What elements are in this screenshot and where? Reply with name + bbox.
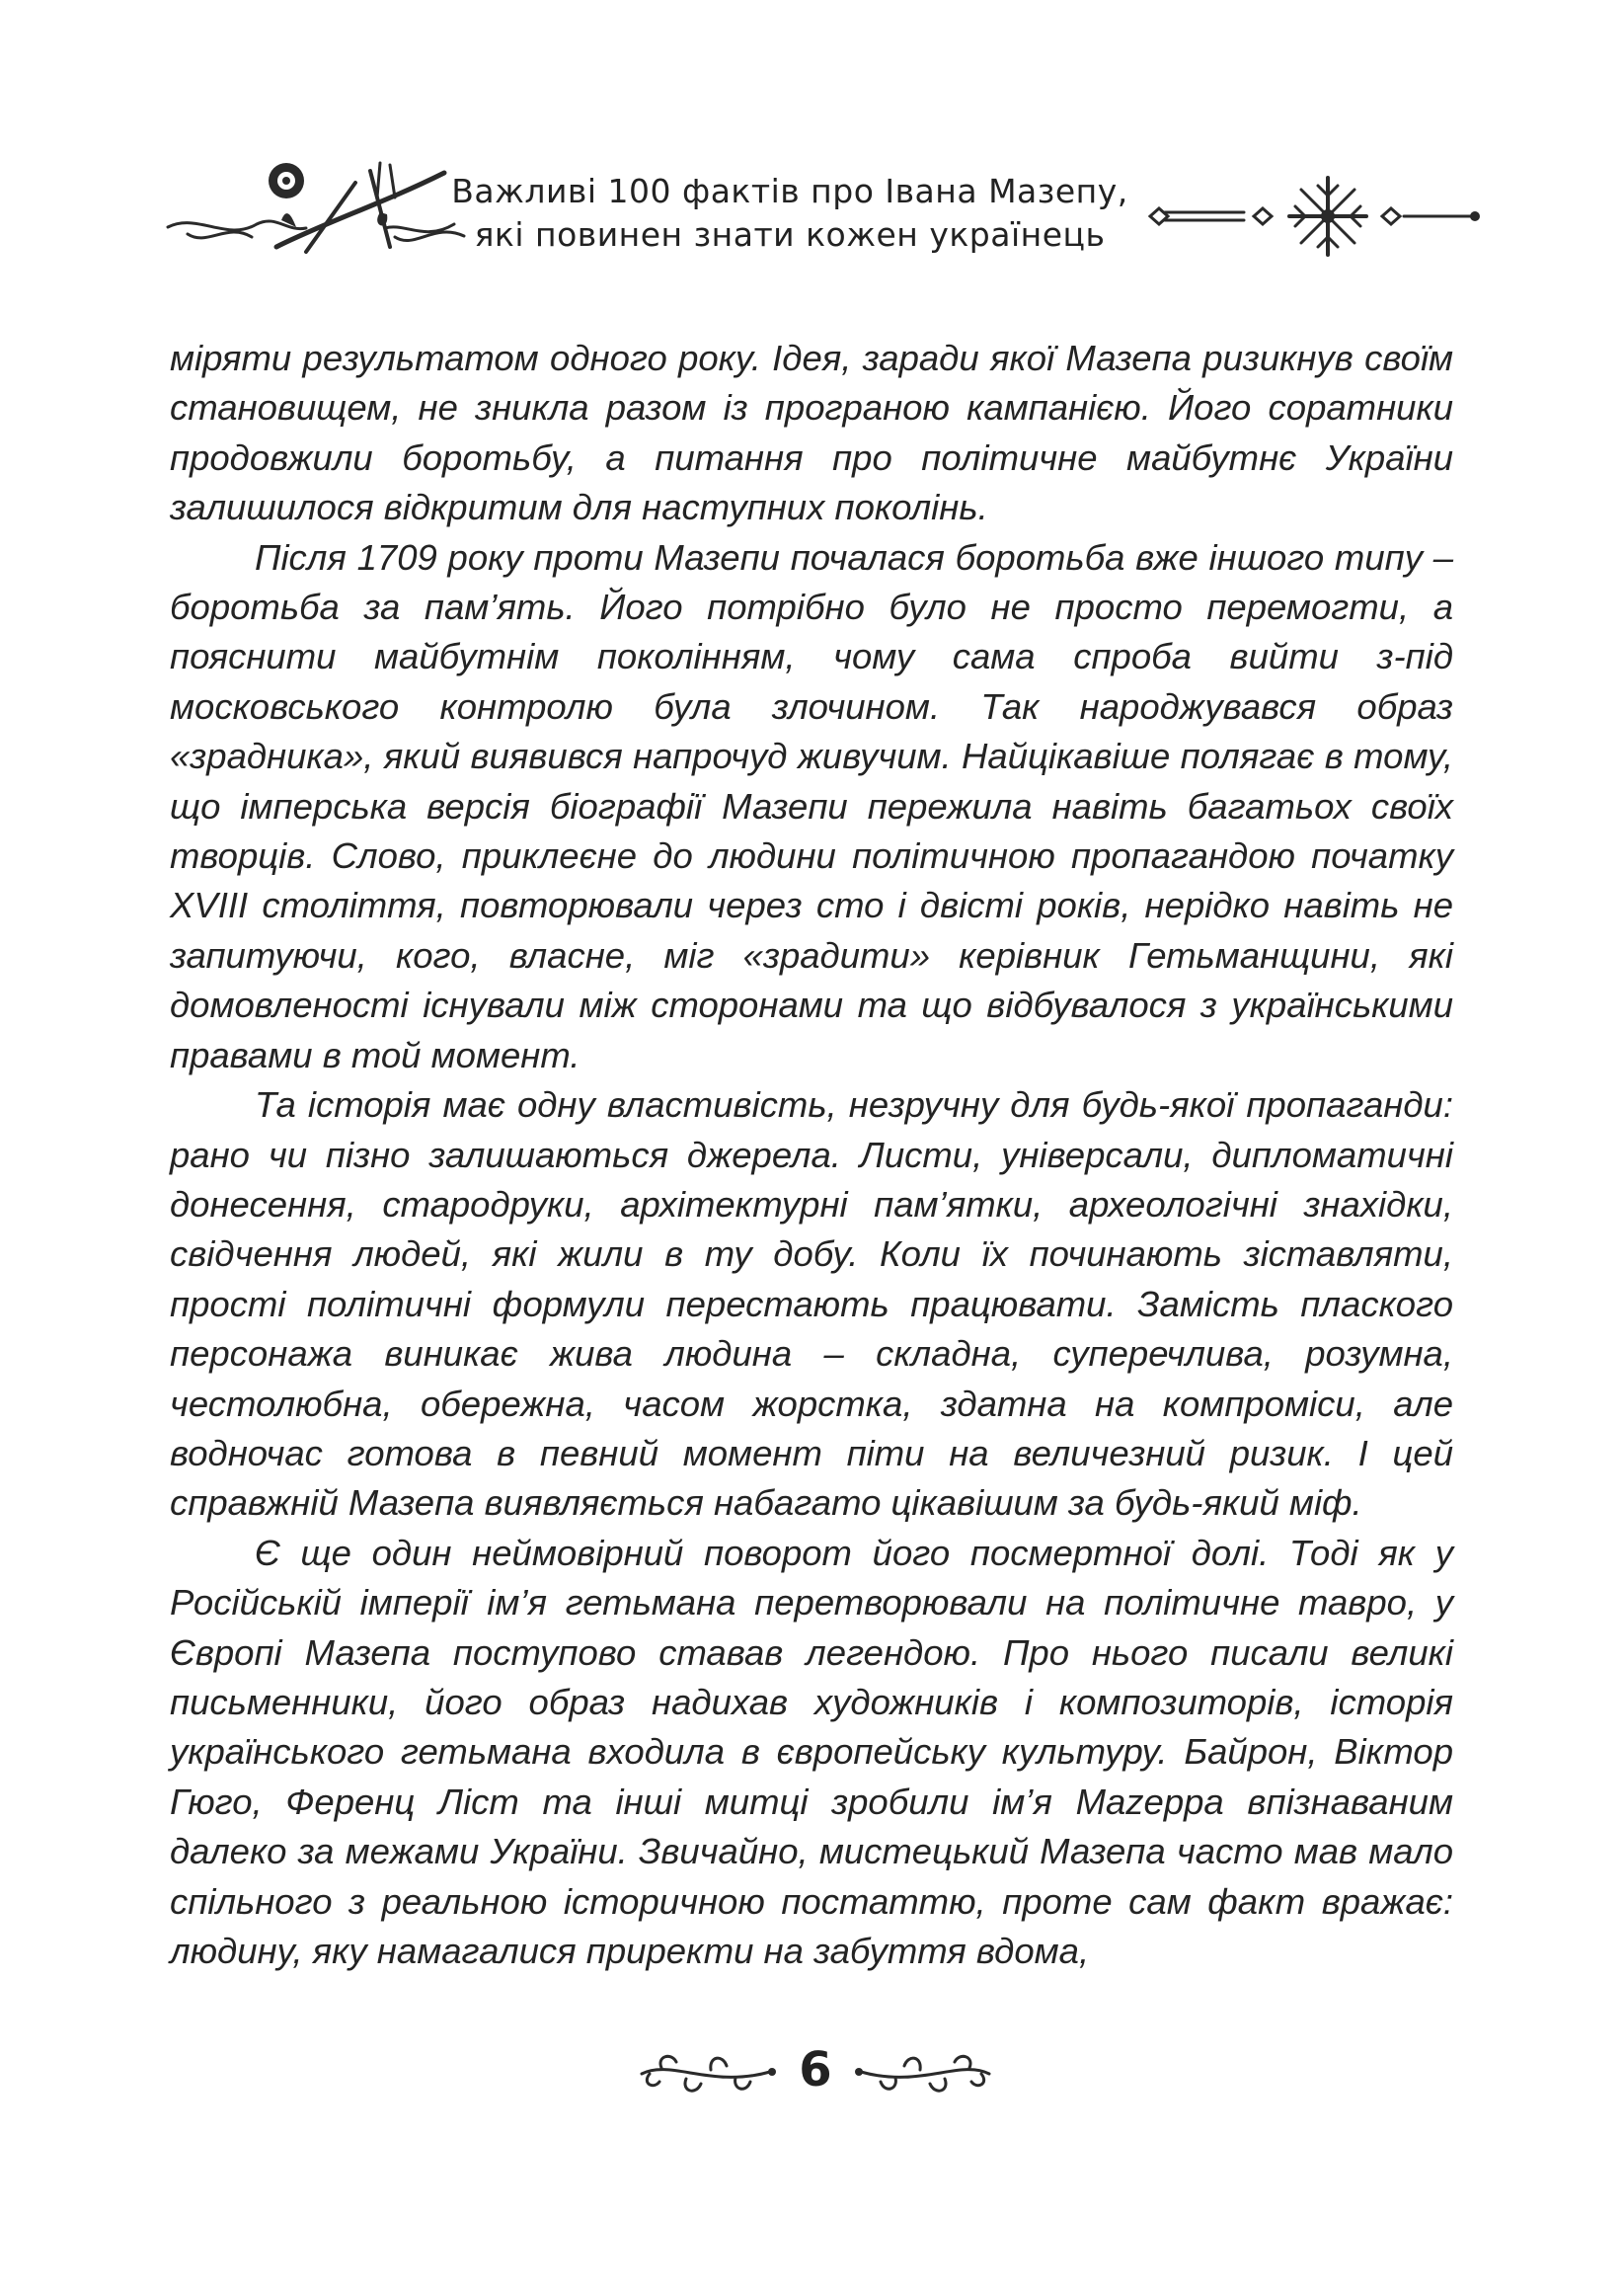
mace-and-saber-ornament-icon <box>158 153 474 262</box>
paragraph-3: Та історія має одну властивість, незручну для будь-якої пропаганди: рано чи пізно залишаються джерела. Листи, універсали, дипломатичні донесення, стародруки, архітектурні пам’ятки, археологічні знахідки, свідчення людей, які жили в ту добу. Коли їх починають зіставляти, прості політичні формули перестають працювати. Замість плаского персонажа виникає жива людина – складна, суперечлива, розумна, честолюбна, обережна, часом жорстка, здатна на компроміси, але водночас готова в певний момент піти на величезний ризик. І цей справжній Мазепа виявляється набагато цікавішим за будь-який міф. <box>170 1084 1453 1524</box>
paragraph-2: Після 1709 року проти Мазепи почалася боротьба вже іншого типу – боротьба за пам’ять. Його потрібно було не просто перемогти, а пояснити майбутнім поколінням, чому сама спроба вийти з-під московського контролю була злочином. Так народжувався образ «зрадника», який виявився напрочуд живучим. Найцікавіше полягає в тому, що імперська версія біографії Мазепи пережила навіть багатьох своїх творців. Слово, приклеєне до людини політичною пропагандою початку XVIII століття, повторювали через сто і двісті років, нерідко навіть не запитуючи, кого, власне, міг «зрадити» керівник Гетьманщини, які домовленості існували між сторонами та що відбувалося з українськими правами в той момент. <box>170 536 1453 1075</box>
flourish-ornament-icon <box>632 2044 780 2103</box>
paragraph-4: Є ще один неймовірний поворот його посмертної долі. Тоді як у Російській імперії ім’я гетьмана перетворювали на політичне тавро, у Європі Мазепа поступово ставав легендою. Про нього писали великі письменники, його образ надихав художників і композиторів, історія українського гетьмана входила в європейську культуру. Байрон, Віктор Гюго, Ференц Ліст та інші митці зробили ім’я Mazeppa впізнаваним далеко за межами України. Звичайно, мистецький Мазепа часто мав мало спільного з реальною історичною постаттю, проте сам факт вражає: людину, яку намагалися приректи на забуття вдома, <box>170 1532 1453 1971</box>
body-text <box>170 334 1453 1976</box>
running-header-title <box>434 170 1145 257</box>
page-number: 6 <box>799 2042 832 2098</box>
page-footer <box>0 2034 1624 2133</box>
header-title-line-1: Важливі 100 фактів про Івана Мазепу, <box>451 172 1128 210</box>
header-title-line-2: які повинен знати кожен українець <box>474 215 1106 254</box>
paragraph-1: міряти результатом одного року. Ідея, заради якої Мазепа ризикнув своїм становищем, не зникла разом із програною кампанією. Його соратники продовжили боротьбу, а питання про політичне майбутнє України залишилося відкритим для наступних поколінь. <box>170 338 1453 528</box>
snowflake-line-ornament-icon <box>1145 168 1481 267</box>
running-header <box>0 128 1624 277</box>
flourish-ornament-icon <box>851 2044 999 2103</box>
